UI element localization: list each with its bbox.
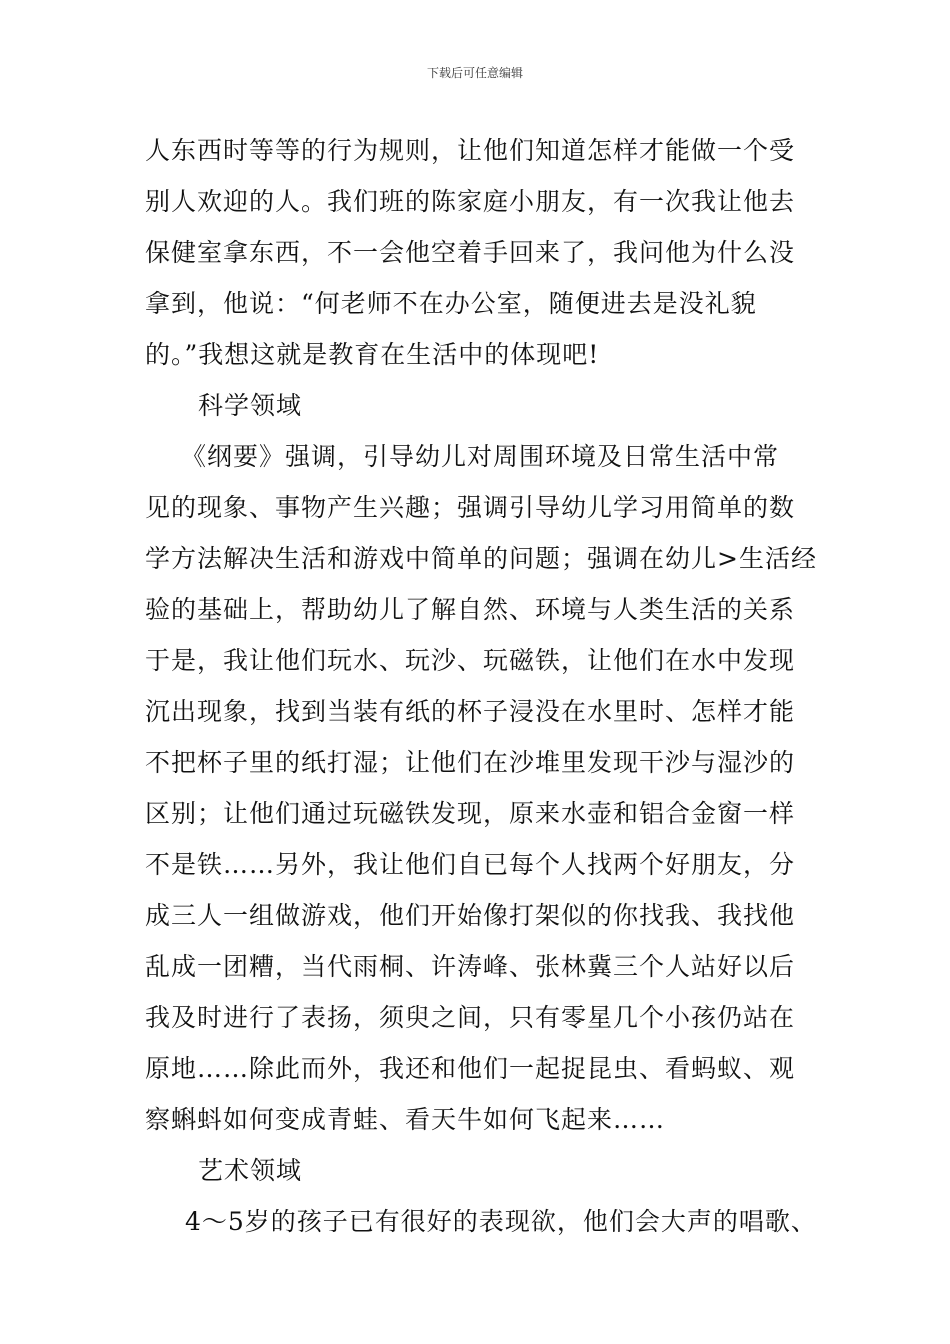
paragraph-line: 我及时进行了表扬，须臾之间，只有零星几个小孩仍站在 — [145, 1003, 796, 1032]
section-heading-science: 科学领域 — [198, 391, 303, 420]
paragraph-line: 别人欢迎的人。我们班的陈家庭小朋友，有一次我让他去 — [145, 187, 796, 216]
paragraph-line: 乱成一团糟，当代雨桐、许涛峰、张林冀三个人站好以后 — [145, 952, 796, 981]
paragraph-line: 保健室拿东西，不一会他空着手回来了，我问他为什么没 — [145, 238, 796, 267]
paragraph-line: 不是铁……另外，我让他们自已每个人找两个好朋友，分 — [145, 850, 796, 879]
paragraph-line: 人东西时等等的行为规则，让他们知道怎样才能做一个受 — [145, 136, 796, 165]
paragraph-line: 沉出现象，找到当装有纸的杯子浸没在水里时、怎样才能 — [145, 697, 796, 726]
page-header-note: 下载后可任意编辑 — [426, 66, 523, 80]
paragraph-line: 学方法解决生活和游戏中简单的问题；强调在幼儿>生活经 — [145, 544, 817, 573]
paragraph-line: 验的基础上，帮助幼儿了解自然、环境与人类生活的关系 — [145, 595, 796, 624]
paragraph-line: 见的现象、事物产生兴趣；强调引导幼儿学习用简单的数 — [145, 493, 796, 522]
paragraph-line: 原地……除此而外，我还和他们一起捉昆虫、看蚂蚁、观 — [145, 1054, 796, 1083]
paragraph-line: 拿到，他说：“何老师不在办公室，随便进去是没礼貌 — [145, 289, 757, 318]
paragraph-line: 成三人一组做游戏，他们开始像打架似的你找我、我找他 — [145, 901, 796, 930]
paragraph-line: 4～5岁的孩子已有很好的表现欲，他们会大声的唱歌、 — [185, 1207, 817, 1236]
paragraph-line: 的。”我想这就是教育在生活中的体现吧! — [145, 340, 600, 369]
paragraph-line: 于是，我让他们玩水、玩沙、玩磁铁，让他们在水中发现 — [145, 646, 796, 675]
paragraph-line: 察蝌蚪如何变成青蛙、看天牛如何飞起来…… — [145, 1105, 666, 1134]
section-heading-art: 艺术领域 — [198, 1156, 303, 1185]
paragraph-line: 不把杯子里的纸打湿；让他们在沙堆里发现干沙与湿沙的 — [145, 748, 796, 777]
paragraph-line: 区别；让他们通过玩磁铁发现，原来水壶和铝合金窗一样 — [145, 799, 796, 828]
paragraph-line: 《纲要》强调，引导幼儿对周围环境及日常生活中常 — [181, 442, 780, 471]
document-body — [145, 125, 845, 1247]
